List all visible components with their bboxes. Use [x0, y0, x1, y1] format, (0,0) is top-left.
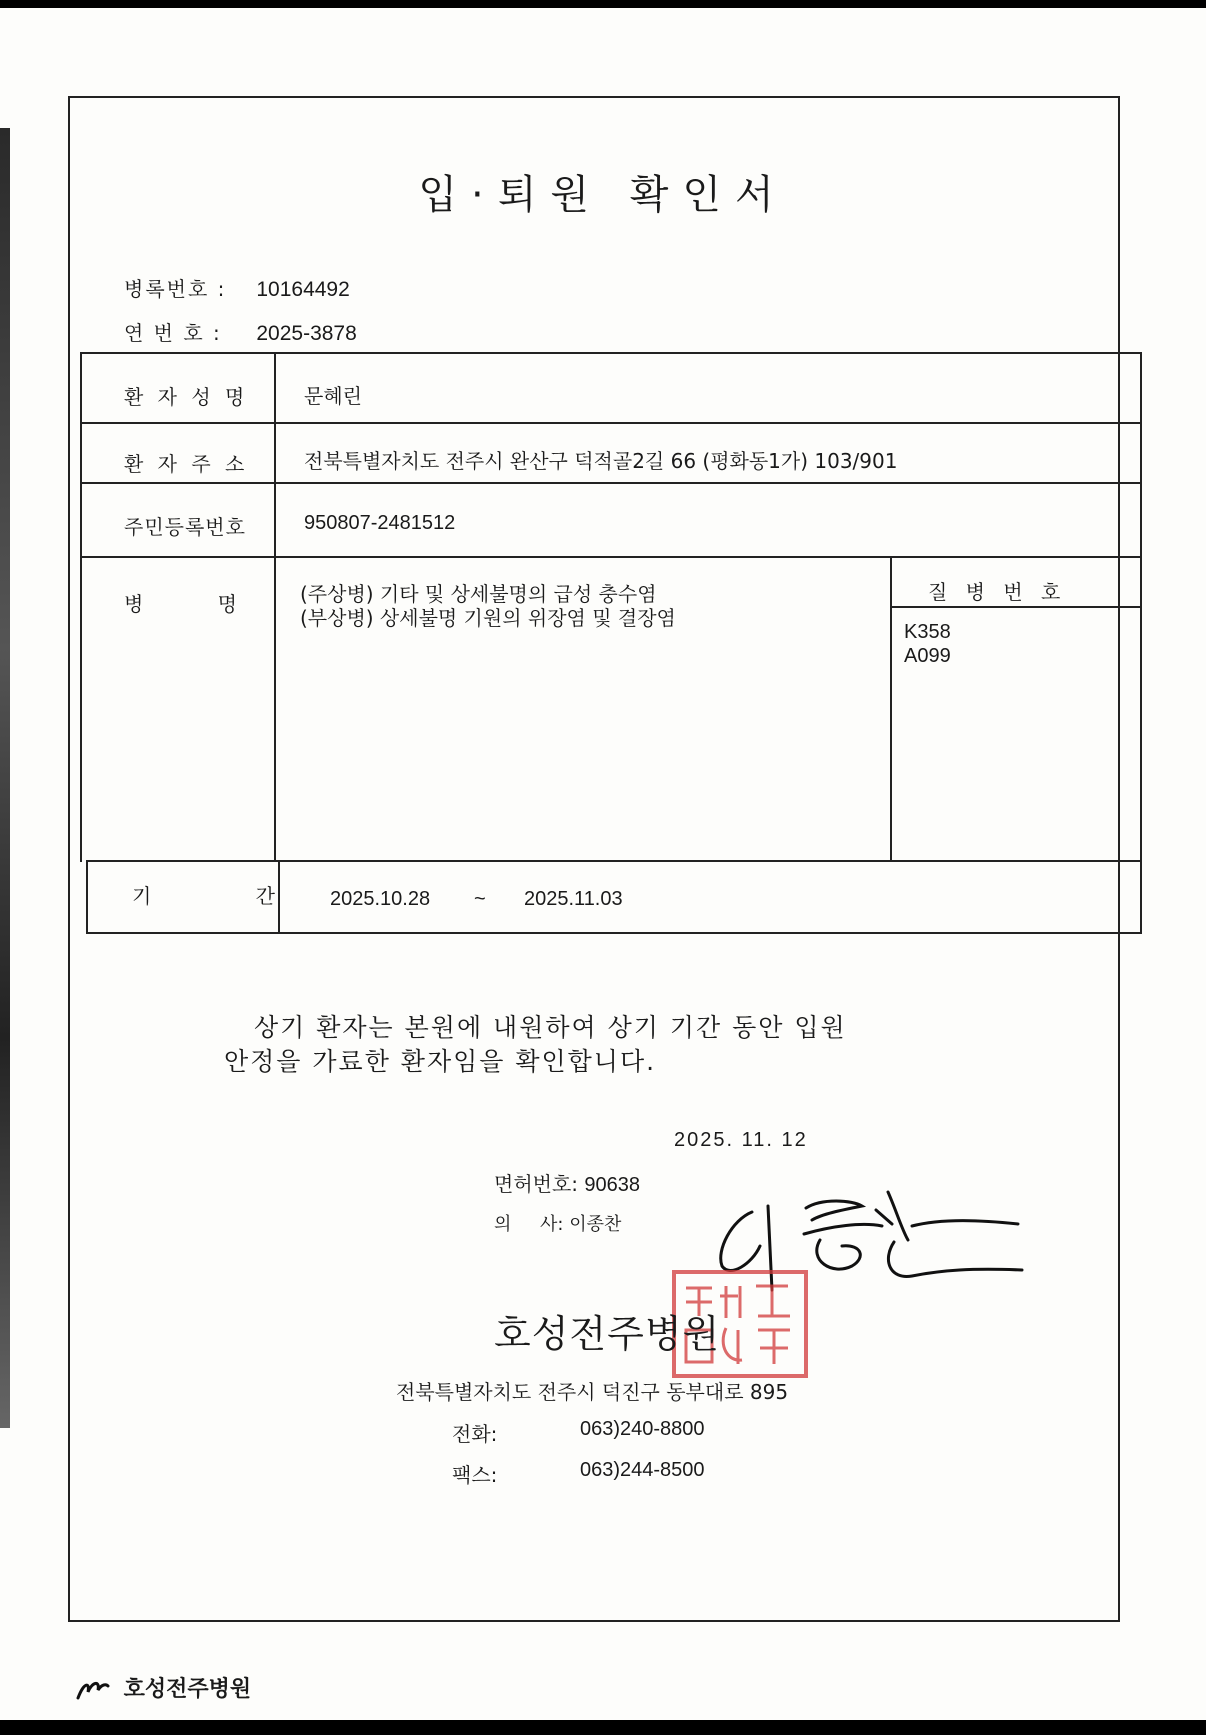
statement-line: 안정을 가료한 환자임을 확인합니다. — [224, 1047, 657, 1076]
hospital-name: 호성전주병원 — [494, 1312, 721, 1356]
chart-number-value: 10164492 — [256, 278, 350, 301]
serial-number-row — [124, 317, 357, 346]
table-rule-code-header — [892, 606, 1142, 608]
period-separator: ~ — [474, 888, 486, 910]
statement-line: 상기 환자는 본원에 내원하여 상기 기간 동안 입원 — [254, 1013, 847, 1042]
table-left-rule — [80, 352, 82, 862]
diagnosis-label — [124, 588, 254, 617]
disease-code: A099 — [904, 645, 951, 667]
footer-hospital-logo — [76, 1672, 251, 1703]
phone-number: 063)240-8800 — [580, 1418, 705, 1440]
table-rule — [86, 860, 1142, 862]
hospital-address: 전북특별자치도 전주시 덕진구 동부대로 895 — [396, 1380, 789, 1404]
fax-row — [452, 1459, 705, 1488]
table-right-rule — [1140, 352, 1142, 932]
confirmation-statement — [224, 1011, 847, 1079]
patient-name-value: 문혜린 — [304, 384, 362, 408]
doctor-name: 이종찬 — [569, 1214, 622, 1235]
table-label-divider — [274, 352, 276, 860]
phone-row — [452, 1418, 705, 1447]
hospital-logo-icon — [76, 1678, 110, 1702]
fax-number: 063)244-8500 — [580, 1459, 705, 1481]
table-rule — [80, 556, 1142, 558]
table-rule-top — [80, 352, 1142, 354]
resident-number-label: 주민등록번호 — [124, 515, 246, 539]
document-title: 입·퇴원 확인서 — [418, 172, 788, 218]
resident-number-value: 950807-2481512 — [304, 512, 456, 534]
diagnosis-text — [300, 582, 676, 630]
patient-address-value: 전북특별자치도 전주시 완산구 덕적골2길 66 (평화동1가) 103/901 — [304, 449, 898, 473]
document-page — [0, 8, 1206, 1720]
period-start: 2025.10.28 — [330, 888, 431, 910]
disease-code: K358 — [904, 621, 951, 643]
license-row — [494, 1168, 640, 1197]
serial-number-value: 2025-3878 — [256, 322, 357, 345]
chart-number-row — [124, 273, 350, 302]
license-number: 90638 — [584, 1174, 641, 1196]
patient-name-label: 환 자 성 명 — [124, 385, 249, 409]
fax-label: 팩스: — [452, 1463, 498, 1487]
table-rule — [80, 422, 1142, 424]
phone-label: 전화: — [452, 1422, 498, 1446]
diagnosis-label-text: 병 명 — [124, 592, 241, 616]
issue-date: 2025. 11. 12 — [674, 1129, 808, 1151]
period-end: 2025.11.03 — [524, 888, 623, 910]
primary-diagnosis: (주상병) 기타 및 상세불명의 급성 충수염 — [300, 582, 657, 606]
doctor-label: 의 사: — [494, 1214, 564, 1235]
chart-number-label: 병록번호 : — [124, 277, 227, 301]
footer-logo-text: 호성전주병원 — [123, 1677, 252, 1702]
serial-number-label: 연 번 호 : — [124, 321, 222, 345]
table-left-rule — [86, 860, 88, 932]
patient-address-label: 환 자 주 소 — [124, 452, 249, 476]
table-rule-bottom — [86, 932, 1142, 934]
disease-code-label: 질 병 번 호 — [928, 580, 1067, 604]
secondary-diagnosis: (부상병) 상세불명 기원의 위장염 및 결장염 — [300, 606, 676, 630]
disease-codes — [904, 620, 951, 668]
doctor-row — [494, 1210, 621, 1236]
page-edge-shadow — [0, 128, 10, 1428]
table-code-divider — [890, 556, 892, 860]
period-label: 기 간 — [132, 884, 279, 908]
license-label: 면허번호: — [494, 1172, 579, 1196]
table-rule — [80, 482, 1142, 484]
